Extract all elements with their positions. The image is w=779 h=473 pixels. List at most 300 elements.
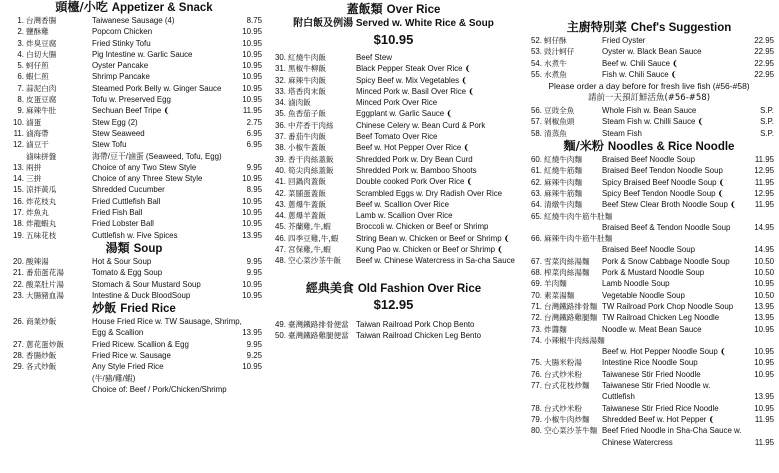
item-number: 8.: [17, 95, 24, 105]
item-name-en: [602, 46, 702, 57]
item-name-en-text: Vegetable Noodle Soup: [602, 290, 685, 300]
item-name-en-text: Whole Fish w. Bean Sauce: [602, 106, 697, 116]
item-name-en-text: Sechuan Beef Tripe: [92, 106, 162, 116]
item-name-en-text: Kung Pao w. Chicken or Beef or Shrimp: [356, 245, 496, 255]
menu-item: [4, 83, 264, 94]
menu-item: [266, 165, 521, 176]
item-name-en: [356, 210, 452, 221]
item-name-en-text: Noodle w. Meat Bean Sauce: [602, 324, 702, 334]
item-name-zh: 滷海帶: [26, 128, 49, 138]
chili-pepper-icon: ❨: [463, 143, 470, 153]
item-price: 6.95: [246, 128, 262, 138]
item-number: 35.: [275, 109, 286, 119]
item-name-en-text: Oyster Pancake: [92, 61, 149, 71]
item-name-en-text: Pig Intestine w. Garlic Sauce: [92, 49, 193, 59]
menu-item: [522, 199, 776, 210]
item-name-zh: 番茄牛肉飯: [288, 132, 326, 142]
item-number: 67.: [531, 256, 542, 266]
chili-pepper-icon: ❨: [670, 69, 678, 79]
item-name-en: [602, 425, 741, 436]
item-name-en-text: Beef Tomato Over Rice: [356, 132, 438, 142]
chili-pepper-icon: ❨: [163, 106, 171, 116]
item-number: 44.: [275, 211, 286, 221]
menu-item: [522, 369, 776, 380]
chili-pepper-icon: ❨: [464, 64, 472, 74]
item-number: 61.: [531, 166, 542, 176]
item-name-en-text: Beef w. Chinese Watercress in Sa-cha Sauce: [356, 256, 515, 266]
item-name-en: [356, 154, 473, 165]
item-name-zh: 筍尖肉絲蓋飯: [288, 165, 334, 175]
item-name-zh: 紅燒牛肉麵: [544, 155, 582, 165]
item-name-en-text: Tomato & Egg Soup: [92, 268, 163, 278]
item-name-en: [92, 38, 151, 49]
item-name-en-text: Shredded Cucumber: [92, 185, 165, 195]
item-number: 71.: [531, 301, 542, 311]
item-name-en-text: Fried Fish Ball: [92, 208, 143, 218]
item-name-en: [602, 35, 645, 46]
menu-item: [4, 350, 264, 361]
item-price: 10.50: [754, 290, 774, 300]
item-name-en: [602, 222, 730, 233]
menu-item: [522, 222, 776, 233]
menu-item: [266, 319, 521, 330]
item-name-en: [602, 244, 695, 255]
item-price: 11.95: [754, 177, 774, 187]
item-number: 28.: [13, 351, 24, 361]
item-name-en: [602, 199, 737, 210]
item-name-zh: 塔香肉末飯: [288, 86, 326, 96]
item-name-en-text: Taiwanese Stir Fried Noodle: [602, 369, 701, 379]
item-price: 11.95: [754, 414, 774, 424]
item-name-zh: 蚵仔煎: [26, 61, 49, 71]
item-name-zh: 五味花枝: [26, 230, 57, 240]
item-name-zh: 皮蛋豆腐: [26, 95, 57, 105]
item-name-en: [356, 319, 474, 330]
item-number: 5.: [17, 61, 24, 71]
item-name-en: [92, 279, 201, 290]
menu-item: [266, 233, 521, 244]
item-name-zh: 炸魚丸: [26, 208, 49, 218]
item-number: 12.: [13, 140, 24, 150]
item-name-en: [92, 384, 227, 395]
item-number: 60.: [531, 155, 542, 165]
menu-item: [266, 188, 521, 199]
menu-item: [4, 173, 264, 184]
item-name-zh: 兩拼: [26, 162, 42, 172]
item-number: 32.: [275, 75, 286, 85]
menu-item: [4, 218, 264, 229]
item-number: 77.: [531, 381, 542, 391]
item-number: 41.: [275, 177, 286, 187]
item-name-en: [356, 75, 468, 86]
item-price: 10.95: [242, 208, 262, 218]
item-name-en-text: Stew Tofu: [92, 140, 127, 150]
item-price: 14.95: [754, 222, 774, 232]
fried-rice-list: [4, 316, 264, 395]
item-price: 10.95: [242, 174, 262, 184]
item-number: 20.: [13, 256, 24, 266]
item-name-en: [92, 139, 127, 150]
item-name-en-text: String Bean w. Chicken or Beef or Shrimp: [356, 233, 502, 243]
chef-note: Please order a day before for fresh live fish (#56-#58): [548, 81, 750, 92]
item-price: 10.95: [242, 95, 262, 105]
menu-item: [4, 94, 264, 105]
item-name-en: [92, 218, 154, 229]
item-name-en: [356, 165, 477, 176]
item-name-en-text: Taiwan Railroad Chicken Leg Bento: [356, 330, 482, 340]
item-name-en: [92, 49, 192, 60]
item-name-en-text: Egg & Scallion: [92, 328, 144, 338]
menu-item: [266, 120, 521, 131]
item-number: 66.: [531, 234, 542, 244]
item-name-en: [602, 346, 727, 357]
item-number: 70.: [531, 290, 542, 300]
menu-item: [4, 230, 264, 241]
item-name-zh: 麻辣牛筋麵: [544, 188, 582, 198]
item-price: S.P.: [760, 128, 774, 138]
item-name-en: [602, 278, 670, 289]
menu-item: [266, 97, 521, 108]
item-name-en-text: Choice of: Beef / Pork/Chicken/Shrimp: [92, 384, 227, 394]
item-name-en: [356, 330, 481, 341]
item-number: 1.: [17, 16, 24, 25]
fried-rice-heading: 炒飯 Fried Rice: [92, 301, 176, 316]
item-name-en: [356, 176, 473, 187]
chef-heading: 主廚特別菜 Chef's Suggestion: [566, 20, 732, 34]
menu-item: [522, 244, 776, 255]
item-name-zh: 商業炒飯: [26, 317, 57, 327]
item-price: 11.95: [754, 155, 774, 165]
menu-item: [266, 75, 521, 86]
item-price: 6.95: [246, 140, 262, 150]
soup-list: [4, 256, 264, 301]
item-name-en-text: Stew Seaweed: [92, 128, 145, 138]
item-price: 10.95: [754, 347, 774, 357]
item-name-zh: 滷蛋: [26, 117, 42, 127]
item-name-zh: 臺灣鐵路排骨便當: [288, 319, 349, 329]
menu-item: [266, 86, 521, 97]
item-name-en: [602, 154, 695, 165]
item-name-en: [602, 267, 704, 278]
item-number: 64.: [531, 200, 542, 210]
chili-pepper-icon: ❨: [719, 347, 727, 357]
item-name-zh: 酸菜肚片湯: [26, 279, 64, 289]
item-price: 10.95: [242, 38, 262, 48]
menu-item: [4, 49, 264, 60]
menu-item: [522, 335, 776, 346]
item-name-en-text: Shredded Pork w. Bamboo Shoots: [356, 165, 477, 175]
item-name-en: [602, 380, 710, 391]
menu-item: [266, 63, 521, 74]
item-name-zh: 蔥爆羊蓋飯: [288, 211, 326, 221]
item-name-en: [602, 188, 724, 199]
item-name-en-text: Popcorn Chicken: [92, 27, 153, 37]
item-name-zh: 番茄蛋花湯: [26, 268, 64, 278]
noodle-list: [522, 154, 776, 448]
fish-list: [522, 105, 776, 139]
item-price: 9.25: [246, 351, 262, 361]
item-price: 10.95: [242, 83, 262, 93]
item-number: 17.: [13, 208, 24, 218]
item-name-zh: 炸花枝丸: [26, 196, 57, 206]
item-price: 10.95: [242, 290, 262, 300]
menu-item: [4, 316, 264, 327]
menu-item: [4, 207, 264, 218]
menu-item: [4, 26, 264, 37]
item-price: 12.95: [754, 188, 774, 198]
item-price: 10.50: [754, 268, 774, 278]
item-name-en-text: Fried Stinky Tofu: [92, 38, 151, 48]
item-name-zh: 小椒牛蓋飯: [288, 143, 326, 153]
item-number: 29.: [13, 362, 24, 372]
menu-item: [522, 403, 776, 414]
item-name-en: [92, 196, 160, 207]
item-name-zh: 三拼: [26, 174, 42, 184]
item-name-zh: 回鍋肉蓋飯: [288, 177, 326, 187]
item-price: 9.95: [246, 268, 262, 278]
item-name-en-text: Intestine & Duck BloodSoup: [92, 290, 191, 300]
item-number: 53.: [531, 47, 542, 57]
item-number: 52.: [531, 36, 542, 45]
item-name-en-text: Taiwanese Stir Fried Noodle w.: [602, 381, 711, 391]
item-name-zh: 香干肉絲蓋飯: [288, 154, 334, 164]
item-number: 54.: [531, 58, 542, 68]
item-name-zh: 蒜泥白肉: [26, 83, 57, 93]
item-name-zh: 豉汁蚵仔: [544, 47, 575, 57]
item-number: 42.: [275, 188, 286, 198]
item-price: 11.95: [754, 437, 774, 447]
item-number: 79.: [531, 414, 542, 424]
item-name-zh: 紅燒牛肉飯: [288, 53, 326, 62]
item-name-en: [602, 177, 725, 188]
item-name-en: [356, 188, 502, 199]
menu-item: [522, 69, 776, 80]
item-name-zh: 香腸炒飯: [26, 351, 57, 361]
item-number: 19.: [13, 230, 24, 240]
item-price: 22.95: [754, 47, 774, 57]
menu-item: [4, 384, 264, 395]
item-name-zh: 榨菜肉絲湯麵: [544, 268, 590, 278]
item-name-en-text: Beef Stew: [356, 53, 392, 62]
item-number: 9.: [17, 106, 24, 116]
menu-item: [522, 357, 776, 368]
menu-item: [266, 176, 521, 187]
item-name-en: [602, 369, 701, 380]
item-name-zh: 蔥爆牛蓋飯: [288, 199, 326, 209]
item-name-zh: 酸辣湯: [26, 256, 49, 266]
item-number: 39.: [275, 154, 286, 164]
item-number: 65.: [531, 211, 542, 221]
item-name-en-text: TW Railroad Chicken Leg Noodle: [602, 313, 720, 323]
item-name-en: [92, 339, 189, 350]
old-fashion-price: $12.95: [373, 296, 414, 312]
item-number: 34.: [275, 98, 286, 108]
item-price: 10.95: [242, 279, 262, 289]
chili-pepper-icon: ❨: [497, 245, 504, 255]
item-number: 76.: [531, 369, 542, 379]
item-number: 3.: [17, 38, 24, 48]
item-name-en: [92, 267, 162, 278]
item-name-en: [602, 301, 733, 312]
item-name-zh: 菜脯蛋蓋飯: [288, 188, 326, 198]
item-name-zh: 炸醬麵: [544, 324, 567, 334]
item-name-zh: 清燉牛肉麵: [544, 200, 582, 210]
chili-pepper-icon: ❨: [461, 75, 468, 85]
item-name-en-text: Braised Beef Tendon Noodle Soup: [602, 166, 723, 176]
item-name-en: [92, 207, 142, 218]
menu-item: [266, 52, 521, 63]
item-number: 55.: [531, 69, 542, 79]
item-name-en: [92, 184, 165, 195]
item-name-en-text: Beef w. Hot Pepper Over Rice: [356, 143, 462, 153]
item-name-zh: 中芹香干肉絲: [288, 120, 334, 130]
item-price: 10.95: [754, 358, 774, 368]
item-name-zh: 剁椒魚頭: [544, 117, 575, 127]
item-name-en-text: Hot & Sour Soup: [92, 256, 152, 266]
item-number: 18.: [13, 219, 24, 229]
menu-item: [522, 165, 776, 176]
menu-item: [522, 425, 776, 436]
item-number: 4.: [17, 49, 24, 59]
item-name-en-text: Braised Beef & Tendon Noodle Soup: [602, 222, 731, 232]
item-price: 13.95: [754, 301, 774, 311]
chili-pepper-icon: ❨: [697, 117, 705, 127]
item-name-en-text: Spicy Beef Tendon Noodle Soup: [602, 188, 716, 198]
item-name-en: [356, 142, 470, 153]
item-name-en-text: Broccoli w. Chicken or Beef or Shrimp: [356, 222, 489, 232]
chili-pepper-icon: ❨: [503, 233, 511, 243]
item-name-en-text: Steamed Pork Belly w. Ginger Sauce: [92, 83, 222, 93]
item-name-zh: 麻辣牛肉牛筋牛肚麵: [544, 234, 613, 244]
item-name-en-text: Shredded Pork w. Dry Bean Curd: [356, 154, 473, 164]
item-name-en: [602, 165, 723, 176]
item-name-en-text: Fried Cuttlefish Ball: [92, 196, 161, 206]
menu-item: [4, 151, 264, 162]
item-name-en: [92, 327, 143, 338]
item-name-zh: 滷味拼盤: [26, 151, 57, 161]
item-price: 13.95: [754, 392, 774, 402]
item-name-zh: 魚香茄子飯: [288, 109, 326, 119]
item-name-en: [92, 151, 222, 162]
menu-item: [522, 256, 776, 267]
item-name-en: [92, 373, 135, 384]
item-name-en: [602, 116, 704, 127]
menu-item: [522, 154, 776, 165]
item-name-en: [92, 173, 202, 184]
item-name-zh: 宮保雞,牛,蝦: [288, 245, 331, 255]
menu-item: [522, 35, 776, 46]
item-price: 22.95: [754, 58, 774, 68]
item-name-en-text: (牛/豬/雞/蝦): [92, 373, 136, 383]
item-name-zh: 滷豆干: [26, 140, 49, 150]
item-name-en-text: Choice of any Two Stew Style: [92, 162, 197, 172]
chef-list: [522, 35, 776, 80]
item-name-en-text: Lamb w. Scallion Over Rice: [356, 211, 453, 221]
item-name-en: [602, 312, 719, 323]
item-number: 2.: [17, 27, 24, 37]
item-price: 11.95: [242, 106, 262, 116]
item-name-en: [92, 83, 221, 94]
item-name-en: [602, 414, 715, 425]
item-name-en-text: Spicy Beef w. Mix Vegetables: [356, 75, 460, 85]
item-number: 63.: [531, 188, 542, 198]
item-name-en: [92, 94, 171, 105]
item-name-en-text: Eggplant w. Garlic Sauce: [356, 109, 445, 119]
item-number: 69.: [531, 279, 542, 289]
item-price: 9.95: [246, 339, 262, 349]
item-name-en: [92, 128, 145, 139]
item-price: 8.95: [246, 185, 262, 195]
item-price: 10.95: [242, 27, 262, 37]
chili-pepper-icon: ❨: [446, 109, 453, 119]
item-name-en: [356, 233, 510, 244]
item-name-en: [92, 117, 138, 128]
item-name-zh: 芥蘭雞,牛,蝦: [288, 222, 331, 232]
item-name-zh: 炸龍蝦丸: [26, 219, 57, 229]
item-name-en: [356, 108, 453, 119]
item-name-zh: 炸臭豆腐: [26, 38, 57, 48]
item-number: 62.: [531, 177, 542, 187]
item-name-en: [602, 256, 730, 267]
menu-item: [266, 255, 521, 266]
item-name-en-text: Fried Oyster: [602, 36, 646, 45]
item-name-zh: 紅燒牛肉牛筋牛肚麵: [544, 211, 613, 221]
item-name-en-text: Taiwanese Sausage (4): [92, 16, 175, 25]
item-name-en: [356, 86, 475, 97]
over-rice-price: $10.95: [373, 32, 414, 47]
menu-item: [4, 373, 264, 384]
item-price: S.P.: [760, 106, 774, 116]
menu-item: [266, 131, 521, 142]
menu-item: [4, 128, 264, 139]
chili-pepper-icon: ❨: [717, 188, 725, 198]
item-number: 38.: [275, 143, 286, 153]
item-name-en: [602, 290, 685, 301]
item-name-en: [92, 256, 151, 267]
item-name-en-text: Spicy Braised Beef Noodle Soup: [602, 177, 717, 187]
menu-item: [4, 38, 264, 49]
item-name-zh: 大腸米粉湯: [544, 358, 582, 368]
menu-item: [4, 60, 264, 71]
item-name-en: [92, 26, 152, 37]
item-name-en: [602, 403, 719, 414]
item-price: 9.95: [246, 162, 262, 172]
item-name-en-text: 海帶/豆干/滷蛋 (Seaweed, Tofu, Egg): [92, 151, 222, 161]
item-name-zh: 豆豉全魚: [544, 106, 575, 116]
item-name-en: [602, 128, 642, 139]
item-number: 37.: [275, 132, 286, 142]
item-price: 10.95: [754, 369, 774, 379]
item-name-en-text: House Fried Rice w. TW Sausage, Shrimp,: [92, 317, 242, 327]
menu-item: [4, 105, 264, 116]
item-name-zh: 台式炒米粉: [544, 369, 582, 379]
item-name-en-text: Cuttlefish: [602, 392, 635, 402]
item-number: 75.: [531, 358, 542, 368]
item-name-en: [356, 221, 488, 232]
item-name-zh: 四季豆雞,牛,蝦: [288, 233, 339, 243]
item-name-zh: 蝦仁煎: [26, 72, 49, 82]
item-name-zh: 台灣香腸: [26, 16, 57, 25]
item-number: 10.: [13, 117, 24, 127]
item-name-en-text: Chinese Watercress: [602, 437, 673, 447]
item-name-en-text: Beef Fried Noodle in Sha-Cha Sauce w.: [602, 426, 742, 436]
item-name-en-text: Stomach & Sour Mustard Soup: [92, 279, 201, 289]
item-price: 10.95: [242, 61, 262, 71]
item-name-en-text: Beef w. Scallion Over Rice: [356, 199, 449, 209]
item-number: 68.: [531, 268, 542, 278]
menu-item: [522, 414, 776, 425]
item-name-en-text: Pork & Mustard Noodle Soup: [602, 268, 705, 278]
